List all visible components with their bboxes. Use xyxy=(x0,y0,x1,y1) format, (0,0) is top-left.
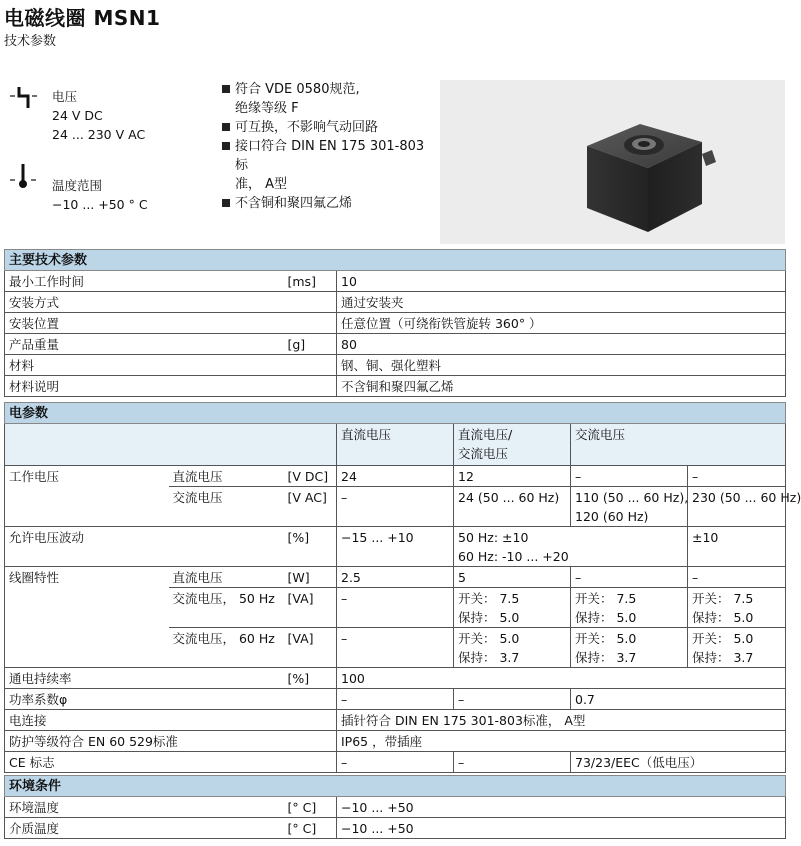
section-title-environment: 环境条件 xyxy=(5,776,786,797)
feature-item: 准， A型 xyxy=(235,177,288,192)
section-title-electrical: 电参数 xyxy=(5,403,786,424)
voltage-ac-value: 24 ... 230 V AC xyxy=(52,127,146,142)
column-header-dcac: 直流电压/ 交流电压 xyxy=(454,424,571,466)
table-row: 交流电压， 50 Hz [VA] – 开关： 7.5 保持： 5.0 开关： 7.5 保持： 5.0 开关： 7.5 保持： 5.0 xyxy=(5,588,786,628)
table-row: 材料 钢、铜、强化塑料 xyxy=(5,355,786,376)
table-row: 材料说明 不含铜和聚四氟乙烯 xyxy=(5,376,786,397)
table-row: 防护等级符合 EN 60 529标准 IP65 ，带插座 xyxy=(5,731,786,752)
feature-item: 绝缘等级 F xyxy=(235,101,299,116)
table-row: 通电持续率 [%] 100 xyxy=(5,668,786,689)
voltage-spec xyxy=(52,87,145,144)
table-row: 允许电压波动 [%] −15 ... +10 50 Hz: ±10 60 Hz: -10 ... +20 ±10 xyxy=(5,527,786,567)
table-row: 交流电压， 60 Hz [VA] – 开关： 5.0 保持： 3.7 开关： 5.0 保持： 3.7 开关： 5.0 保持： 3.7 xyxy=(5,628,786,668)
column-header-ac: 交流电压 xyxy=(571,424,786,466)
environment-table xyxy=(4,775,786,839)
table-row: 产品重量 [g] 80 xyxy=(5,334,786,355)
section-title-main: 主要技术参数 xyxy=(5,250,786,271)
main-parameters-table xyxy=(4,249,786,397)
table-row: 环境温度 [° C] −10 ... +50 xyxy=(5,797,786,818)
table-row: 功率系数φ – – 0.7 xyxy=(5,689,786,710)
electrical-parameters-table xyxy=(4,402,801,773)
table-header-row xyxy=(5,424,786,466)
temperature-spec xyxy=(52,176,148,214)
table-row: 最小工作时间 [ms] 10 xyxy=(5,271,786,292)
table-row: 介质温度 [° C] −10 ... +50 xyxy=(5,818,786,839)
feature-list xyxy=(222,80,437,213)
feature-item: 不含铜和聚四氟乙烯 xyxy=(222,194,437,213)
page-subtitle: 技术参数 xyxy=(4,34,57,49)
voltage-label: 电压 xyxy=(52,89,78,104)
feature-item: 接口符合 DIN EN 175 301-803标 xyxy=(222,137,437,175)
table-row: 工作电压 直流电压 [V DC] 24 12 – – xyxy=(5,466,786,487)
column-header-dc: 直流电压 xyxy=(337,424,454,466)
temperature-label: 温度范围 xyxy=(52,178,103,193)
table-row: 线圈特性 直流电压 [W] 2.5 5 – – xyxy=(5,567,786,588)
temperature-symbol-icon xyxy=(8,162,48,192)
solenoid-coil-illustration xyxy=(440,80,785,244)
table-row: 电连接 插针符合 DIN EN 175 301-803标准， A型 xyxy=(5,710,786,731)
temperature-value: −10 ... +50 ° C xyxy=(52,197,148,212)
feature-item: 可互换，不影响气动回路 xyxy=(222,118,437,137)
page-title: 电磁线圈 MSN1 xyxy=(4,6,161,30)
table-row: 安装位置 任意位置（可绕衔铁管旋转 360° ） xyxy=(5,313,786,334)
voltage-symbol-icon xyxy=(8,84,48,114)
table-row: 安装方式 通过安装夹 xyxy=(5,292,786,313)
feature-item: 符合 VDE 0580规范, xyxy=(222,80,437,99)
table-row: 交流电压 [V AC] – 24 (50 ... 60 Hz) 110 (50 ... 60 Hz), 120 (60 Hz) 230 (50 ... 60 Hz) xyxy=(5,487,786,527)
product-image xyxy=(440,80,785,244)
voltage-dc-value: 24 V DC xyxy=(52,108,103,123)
table-row: CE 标志 – – 73/23/EEC（低电压） xyxy=(5,752,786,773)
